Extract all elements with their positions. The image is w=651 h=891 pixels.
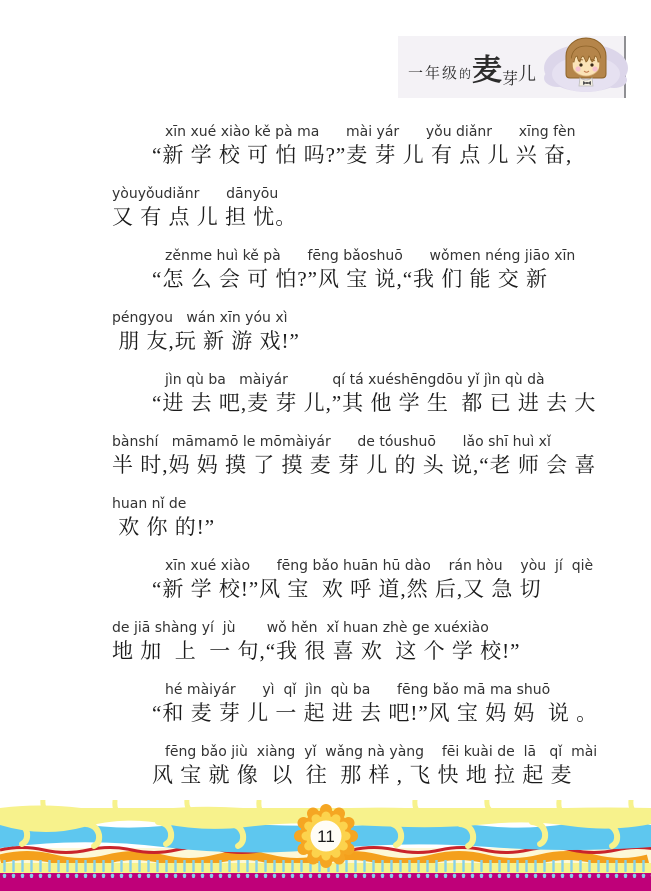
hanzi-line: 地 加 上 一 句,“我 很 喜 欢 这 个 学 校!”: [112, 639, 521, 663]
hanzi-line: “新 学 校 可 怕 吗?”麦 芽 儿 有 点 儿 兴 奋,: [152, 143, 573, 167]
hanzi-line: “和 麦 芽 儿 一 起 进 去 吧!”风 宝 妈 妈 说 。: [152, 701, 599, 725]
girl-illustration: [538, 34, 634, 100]
text-row: [112, 248, 612, 294]
text-row: [112, 496, 612, 542]
pinyin-line: xīn xué xiào kě pà ma mài yár yǒu diǎnr xīng fèn: [165, 124, 576, 140]
pinyin-line: hé màiyár yì qǐ jìn qù ba fēng bǎo mā ma shuō: [165, 682, 551, 698]
pinyin-line: zěnme huì kě pà fēng bǎoshuō wǒmen néng jiāo xīn: [165, 248, 576, 264]
text-row: [112, 124, 612, 170]
hanzi-line: “怎 么 会 可 怕?”风 宝 说,“我 们 能 交 新: [152, 267, 549, 291]
hanzi-line: 欢 你 的!”: [112, 515, 216, 539]
hanzi-line: 风 宝 就 像 以 往 那 样 , 飞 快 地 拉 起 麦: [152, 763, 573, 787]
text-row: [112, 434, 612, 480]
title-ya-text: 芽: [502, 71, 519, 88]
title-de-text: 的: [459, 67, 473, 81]
text-row: [112, 310, 612, 356]
text-row: [112, 186, 612, 232]
page-number-badge: [292, 802, 360, 870]
girl-icon: [538, 34, 634, 96]
pinyin-line: de jiā shàng yí jù wǒ hěn xǐ huan zhè ge xuéxiào: [112, 620, 489, 636]
title-grade-text: 一年级: [408, 66, 460, 82]
title-mai-text: 麦: [472, 54, 503, 87]
pinyin-line: bànshí māmamō le mōmàiyár de tóushuō lǎo shī huì xǐ: [112, 434, 551, 450]
title-er-text: 儿: [518, 64, 537, 84]
text-row: [112, 620, 612, 666]
hanzi-line: 半 时,妈 妈 摸 了 摸 麦 芽 儿 的 头 说,“老 师 会 喜: [112, 453, 597, 477]
pinyin-line: fēng bǎo jiù xiàng yǐ wǎng nà yàng fēi kuài de lā qǐ mài: [165, 744, 598, 760]
header-banner: [398, 36, 626, 98]
pinyin-line: péngyou wán xīn yóu xì: [112, 310, 288, 326]
page-number: 11: [317, 827, 335, 846]
pinyin-line: huan nǐ de: [112, 496, 187, 512]
pinyin-line: xīn xué xiào fēng bǎo huān hū dào rán hòu yòu jí qiè: [165, 558, 594, 574]
hanzi-line: 又 有 点 儿 担 忧。: [112, 205, 298, 229]
text-row: [112, 558, 612, 604]
text-row: [112, 682, 612, 728]
pinyin-line: yòuyǒudiǎnr dānyōu: [112, 186, 279, 202]
hanzi-line: “新 学 校!”风 宝 欢 呼 道,然 后,又 急 切: [152, 577, 542, 601]
text-row: [112, 744, 612, 790]
pinyin-line: jìn qù ba màiyár qí tá xuéshēngdōu yǐ jìn qù dà: [165, 372, 545, 388]
story-text: [112, 124, 612, 806]
book-title: [398, 45, 536, 89]
hanzi-line: 朋 友,玩 新 游 戏!”: [112, 329, 300, 353]
text-row: [112, 372, 612, 418]
hanzi-line: “进 去 吧,麦 芽 儿,”其 他 学 生 都 已 进 去 大: [152, 391, 597, 415]
